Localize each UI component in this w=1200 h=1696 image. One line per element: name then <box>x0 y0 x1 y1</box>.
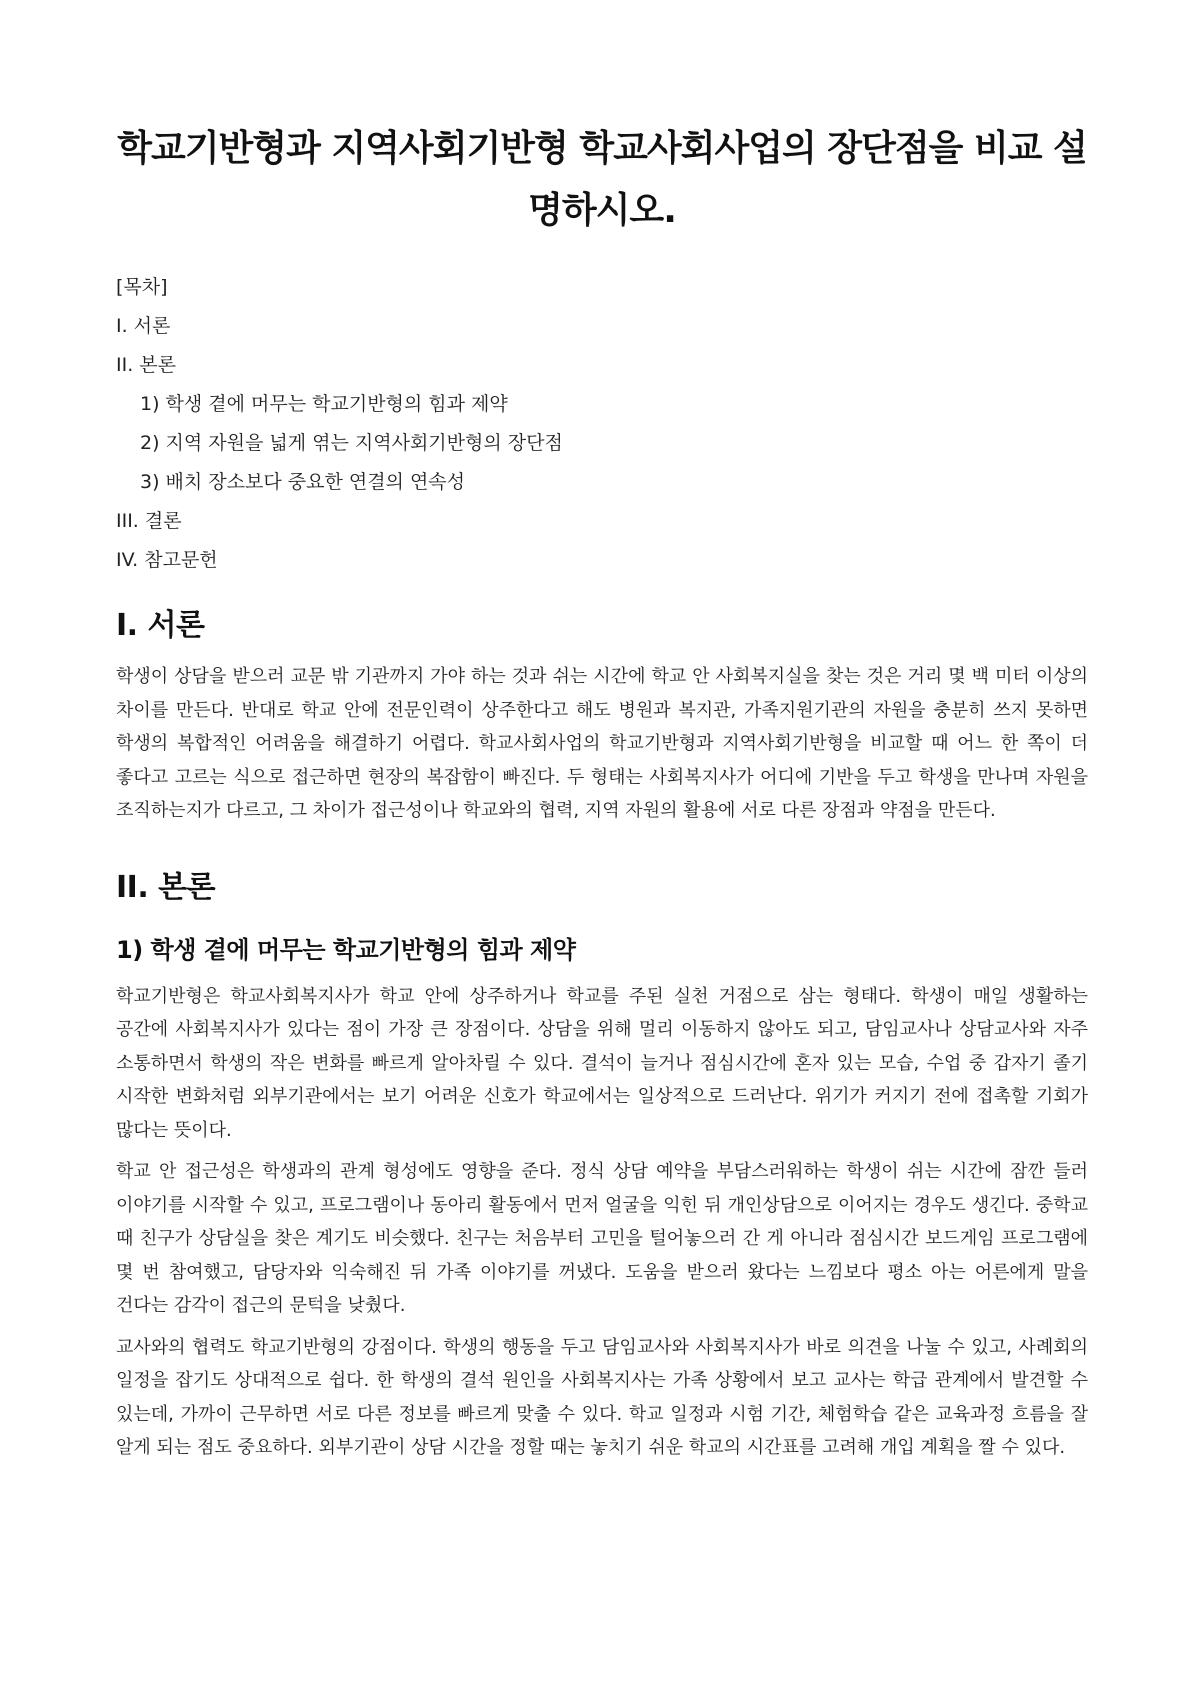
toc-item-body-3: 3) 배치 장소보다 중요한 연결의 연속성 <box>140 471 466 493</box>
toc-item-body-2: 2) 지역 자원을 넓게 엮는 지역사회기반형의 장단점 <box>140 432 563 454</box>
section-heading-intro: I. 서론 <box>116 608 205 643</box>
body-paragraph-3: 교사와의 협력도 학교기반형의 강점이다. 학생의 행동을 두고 담임교사와 사회복지사가 바로 의견을 나눌 수 있고, 사례회의 일정을 잡기도 상대적으로 쉽다. 한 학생의 결석 원인을 사회복지사는 가족 상황에서 보고 교사는 학급 관계에서 발견할 수 있는데, 가까이 근무하면 서로 다른 정보를 빠르게 맞출 수 있다. 학교 일정과 시험 기간, 체험학습 같은 교육과정 흐름을 잘 알게 되는 점도 중요하다. 외부기관이 상담 시간을 정할 때는 놓치기 쉬운 학교의 시간표를 고려해 개입 계획을 짤 수 있다. <box>116 1336 1088 1458</box>
section-spacer <box>116 836 1088 858</box>
section-heading-body: II. 본론 <box>116 869 216 905</box>
toc-item-body-1: 1) 학생 곁에 머무는 학교기반형의 힘과 제약 <box>140 393 508 415</box>
document-title: 학교기반형과 지역사회기반형 학교사회사업의 장단점을 비교 설명하시오. <box>117 128 1087 231</box>
body-paragraph-1: 학교기반형은 학교사회복지사가 학교 안에 상주하거나 학교를 주된 실천 거점으로 삼는 형태다. 학생이 매일 생활하는 공간에 사회복지사가 있다는 점이 가장 큰 장점이다. 상담을 위해 멀리 이동하지 않아도 되고, 담임교사나 상담교사와 자주 소통하면서 학생의 작은 변화를 빠르게 알아차릴 수 있다. 결석이 늘거나 점심시간에 혼자 있는 모습, 수업 중 갑자기 졸기 시작한 변화처럼 외부기관에서는 보기 어려운 신호가 학교에서는 일상적으로 드러난다. 위기가 커지기 전에 접촉할 기회가 많다는 뜻이다. <box>116 985 1088 1141</box>
intro-paragraph: 학생이 상담을 받으러 교문 밖 기관까지 가야 하는 것과 쉬는 시간에 학교 안 사회복지실을 찾는 것은 거리 몇 백 미터 이상의 차이를 만든다. 반대로 학교 안에 전문인력이 상주한다고 해도 병원과 복지관, 가족지원기관의 자원을 충분히 쓰지 못하면 학생의 복합적인 어려움을 해결하기 어렵다. 학교사회사업의 학교기반형과 지역사회기반형을 비교할 때 어느 한 쪽이 더 좋다고 고르는 식으로 접근하면 현장의 복잡함이 빠진다. 두 형태는 사회복지사가 어디에 기반을 두고 학생을 만나며 자원을 조직하는지가 다르고, 그 차이가 접근성이나 학교와의 협력, 지역 자원의 활용에 서로 다른 장점과 약점을 만든다. <box>116 666 1088 821</box>
toc-item-body: II. 본론 <box>116 354 176 376</box>
body-paragraph-2: 학교 안 접근성은 학생과의 관계 형성에도 영향을 준다. 정식 상담 예약을 부담스러워하는 학생이 쉬는 시간에 잠깐 들러 이야기를 시작할 수 있고, 프로그램이나 동아리 활동에서 먼저 얼굴을 익힌 뒤 개인상담으로 이어지는 경우도 생긴다. 중학교 때 친구가 상담실을 찾은 계기도 비슷했다. 친구는 처음부터 고민을 털어놓으러 간 게 아니라 점심시간 보드게임 프로그램에 몇 번 참여했고, 담당자와 익숙해진 뒤 가족 이야기를 꺼냈다. 도움을 받으러 왔다는 느낌보다 평소 아는 어른에게 말을 건다는 감각이 접근의 문턱을 낮췄다. <box>116 1161 1088 1316</box>
toc-item-intro: I. 서론 <box>116 315 171 337</box>
toc-item-conclusion: III. 결론 <box>116 510 182 532</box>
table-of-contents <box>116 268 1088 580</box>
toc-item-references: IV. 참고문헌 <box>116 549 218 571</box>
subsection-heading-1: 1) 학생 곁에 머무는 학교기반형의 힘과 제약 <box>116 935 576 964</box>
toc-heading: [목차] <box>116 276 168 298</box>
